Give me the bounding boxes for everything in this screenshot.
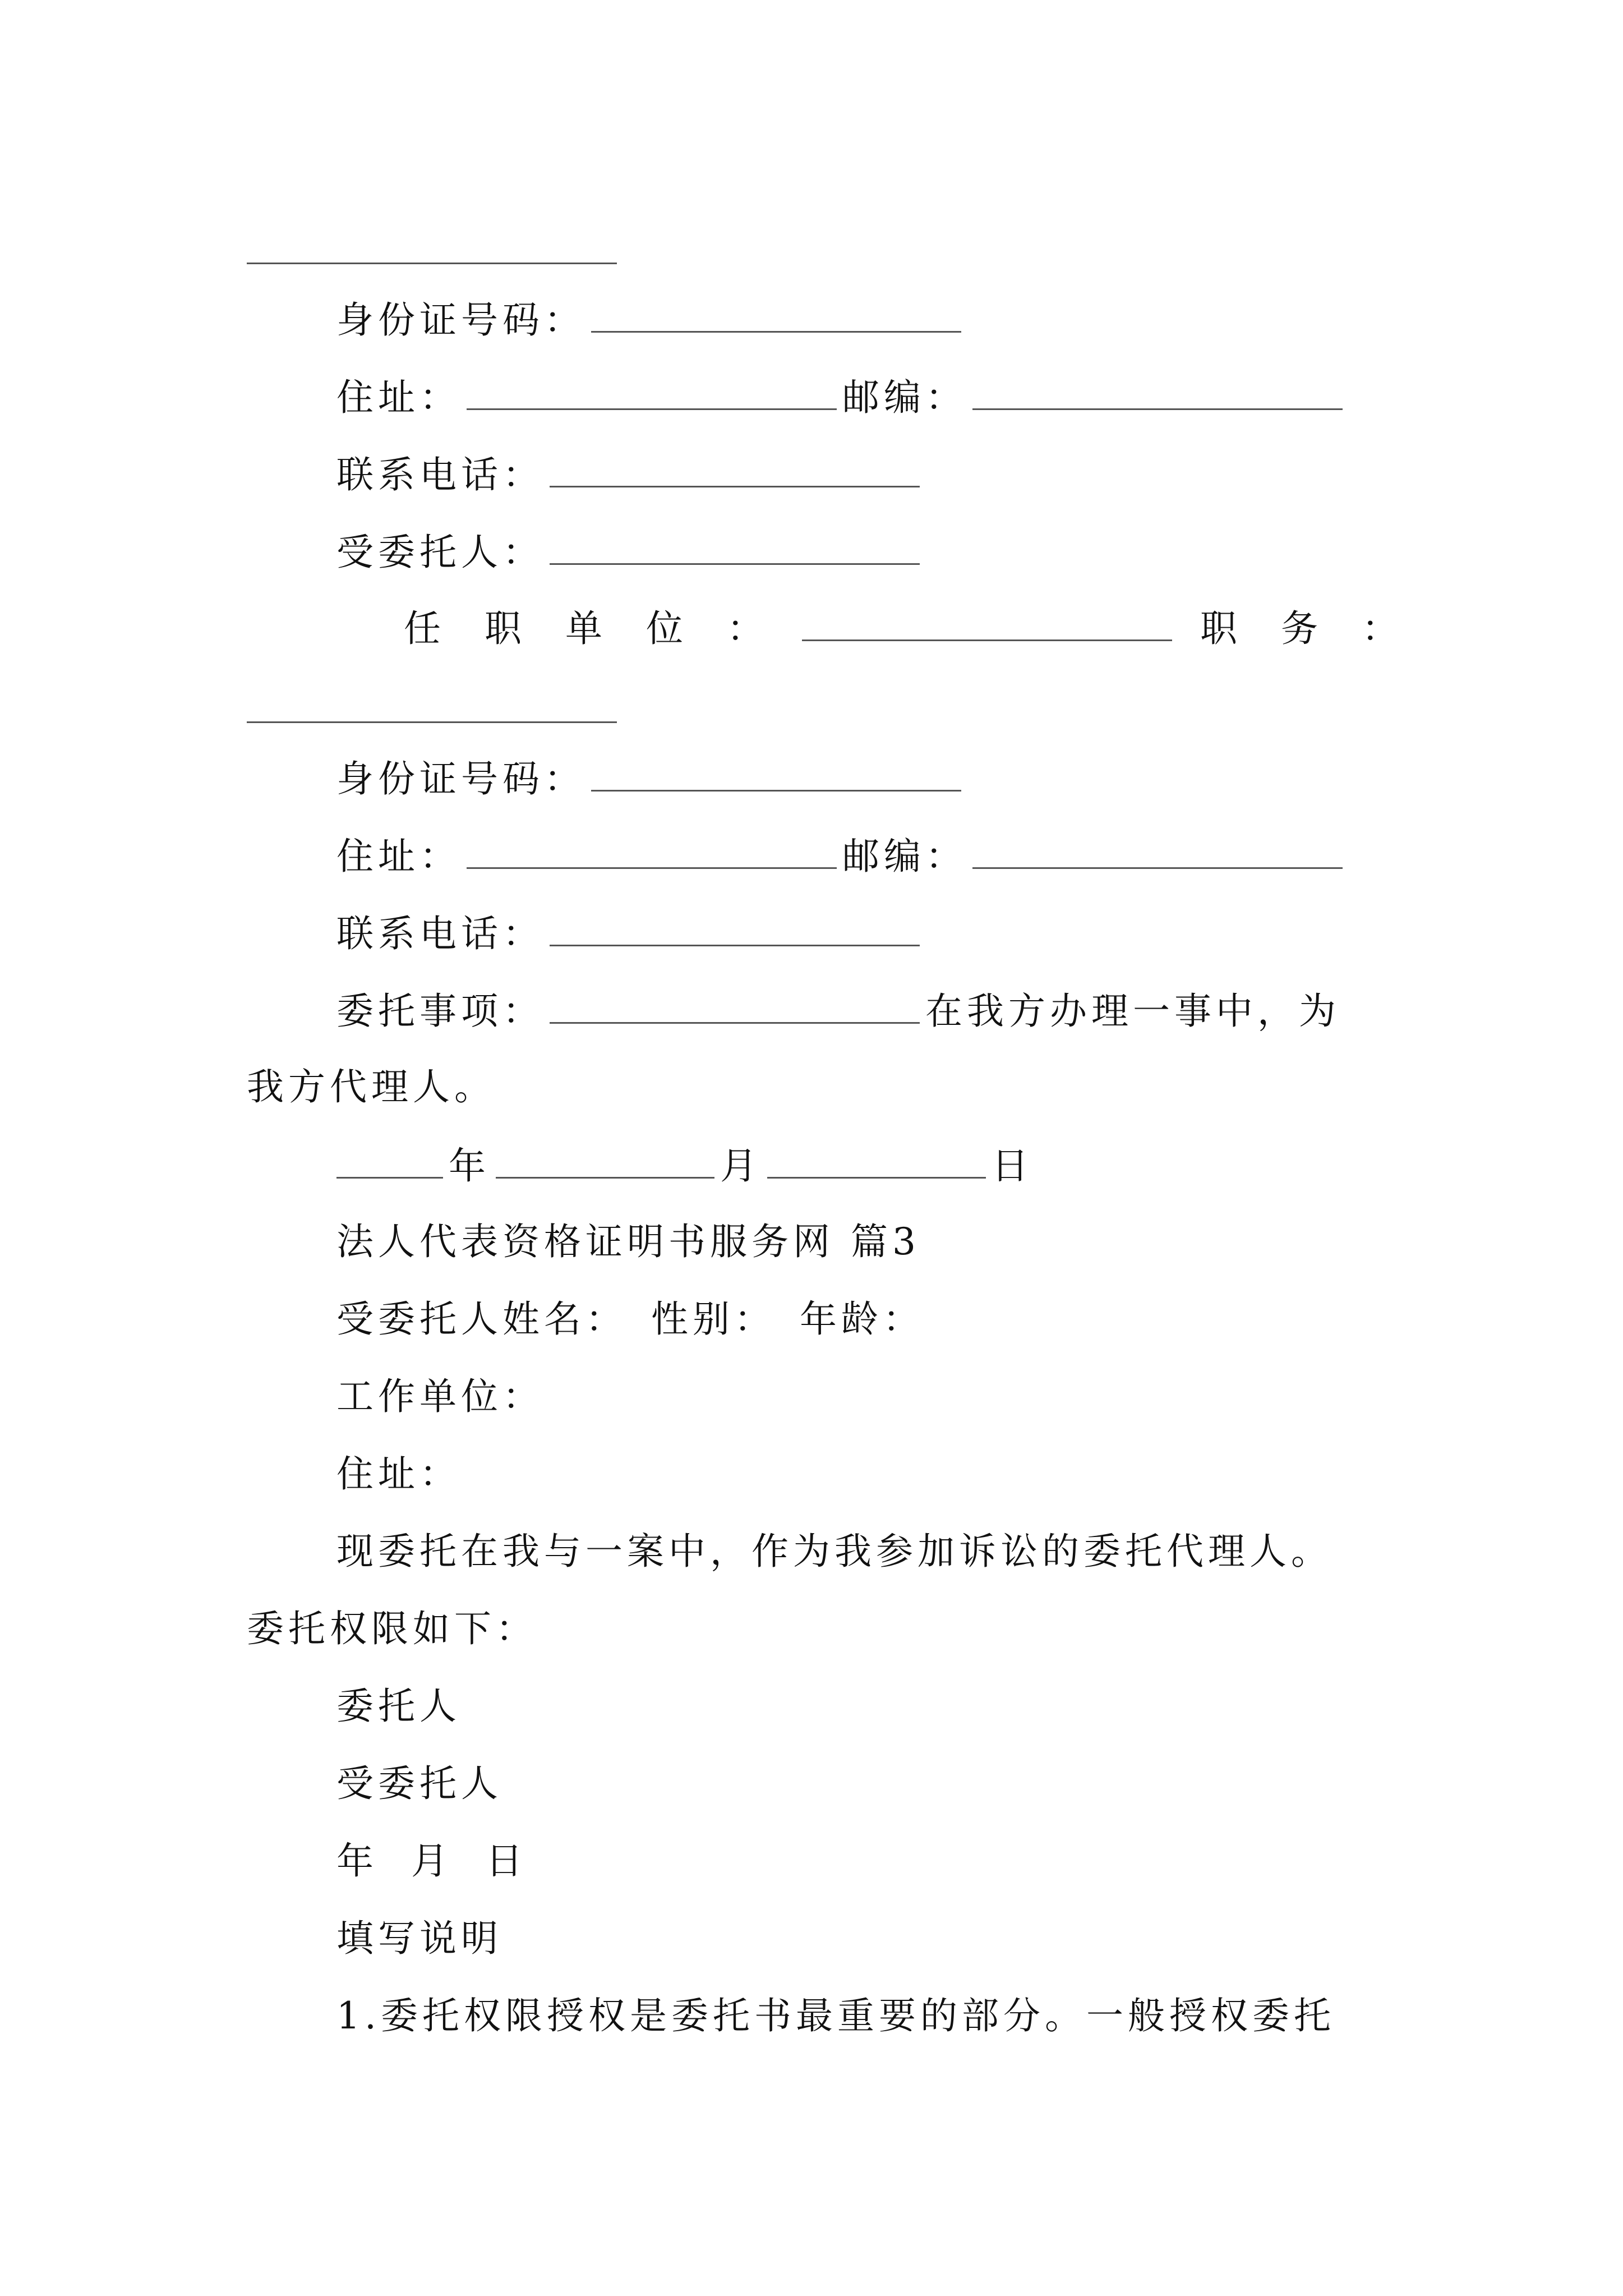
employer-char: 单 xyxy=(565,607,607,650)
month-blank xyxy=(496,1142,714,1179)
phone-line-2 xyxy=(336,910,925,955)
matter-label: 委托事项： xyxy=(336,990,544,1033)
postcode-blank xyxy=(972,374,1343,410)
instruction-item-1: 1.委托权限授权是委托书最重要的部分。一般授权委托 xyxy=(336,1994,1335,2037)
id-number-line-1 xyxy=(336,296,967,341)
postcode-blank xyxy=(972,832,1343,869)
matter-blank xyxy=(550,987,920,1024)
year-label: 年 xyxy=(449,1144,490,1188)
employer-blank xyxy=(802,605,1172,641)
principal-signature: 委托人 xyxy=(336,1685,461,1728)
trustee-signature: 受委托人 xyxy=(336,1762,502,1805)
date-line xyxy=(336,1142,1033,1187)
instructions-title: 填写说明 xyxy=(336,1917,502,1960)
matter-text: 在我方办理一事中，为 xyxy=(925,990,1340,1033)
address-blank xyxy=(467,374,837,410)
entrust-paragraph: 现委托在我与一案中，作为我参加诉讼的委托代理人。 xyxy=(336,1530,1332,1573)
section-title: 法人代表资格证明书服务网 篇3 xyxy=(336,1220,920,1263)
trustee-info-line: 受委托人姓名： 性别： 年龄： xyxy=(336,1297,924,1341)
trustee-line xyxy=(336,528,925,573)
trustee-label: 受委托人： xyxy=(336,531,544,574)
employer-char: 任 xyxy=(404,607,445,650)
position-char: ： xyxy=(1362,607,1403,650)
id-number-line-2 xyxy=(336,755,967,800)
id-number-blank xyxy=(591,296,961,333)
work-unit-line: 工作单位： xyxy=(336,1375,544,1418)
trustee-blank xyxy=(550,528,920,565)
matter-line xyxy=(336,987,1340,1032)
employer-char: 职 xyxy=(485,607,526,650)
phone-line-1 xyxy=(336,451,925,496)
id-number-label: 身份证号码： xyxy=(336,757,585,800)
blank-line-continued-top xyxy=(247,263,617,264)
position-blank-continued xyxy=(247,721,617,723)
employer-char: 位 xyxy=(646,607,688,650)
position-char: 职 xyxy=(1200,607,1242,650)
address-postcode-line-2 xyxy=(336,832,1348,877)
phone-blank xyxy=(550,451,920,487)
postcode-label: 邮编： xyxy=(842,835,967,878)
phone-label: 联系电话： xyxy=(336,453,544,496)
signature-date: 年 月 日 xyxy=(336,1839,527,1883)
phone-blank xyxy=(550,910,920,946)
address-label: 住址： xyxy=(336,835,461,878)
authority-intro: 委托权限如下： xyxy=(247,1607,537,1650)
employer-position-line xyxy=(404,605,1403,650)
day-blank xyxy=(767,1142,986,1179)
matter-continuation: 我方代理人。 xyxy=(247,1065,496,1108)
address-label: 住址： xyxy=(336,376,461,419)
id-number-blank xyxy=(591,755,961,792)
id-number-label: 身份证号码： xyxy=(336,298,585,342)
phone-label: 联系电话： xyxy=(336,912,544,955)
employer-char: ： xyxy=(727,607,768,650)
year-blank xyxy=(336,1142,443,1179)
position-char: 务 xyxy=(1281,607,1322,650)
address-line-3: 住址： xyxy=(336,1452,461,1496)
postcode-label: 邮编： xyxy=(842,376,967,419)
month-label: 月 xyxy=(720,1144,762,1188)
address-blank xyxy=(467,832,837,869)
day-label: 日 xyxy=(992,1144,1033,1188)
address-postcode-line-1 xyxy=(336,374,1348,418)
